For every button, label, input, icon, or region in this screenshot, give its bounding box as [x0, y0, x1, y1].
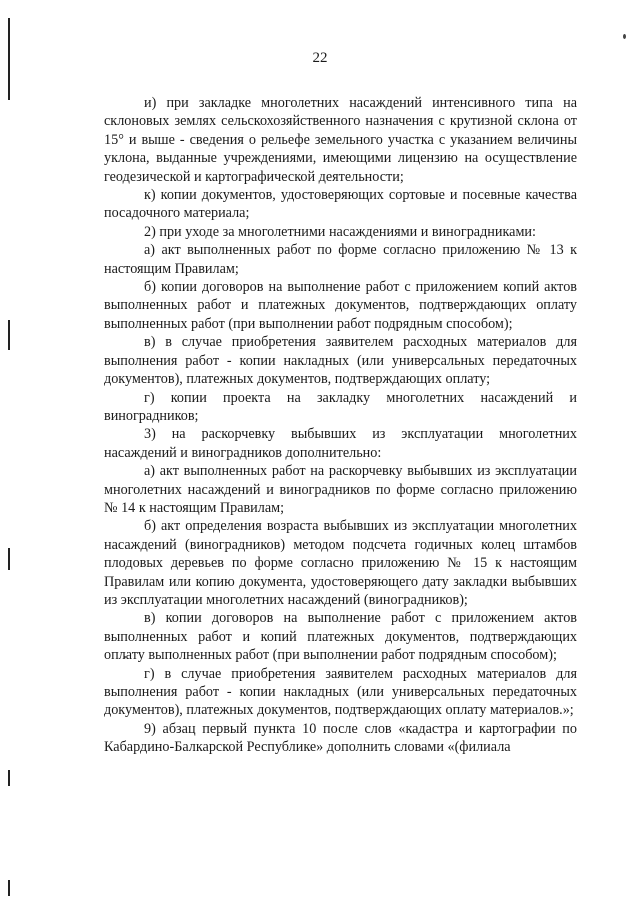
paragraph: г) копии проекта на закладку многолетних насаждений и виноградников; — [104, 389, 577, 424]
paragraph: б) копии договоров на выполнение работ с приложением копий актов выполненных работ и платежных документов, подтверждающих оплату выполненных работ (при выполнении работ подрядным способом); — [104, 279, 577, 332]
paragraph: б) акт определения возраста выбывших из эксплуатации многолетних насаждений (виноградников) методом подсчета годичных колец штамбов плодовых деревьев по форме согласно приложению № 15 к настоящим Правилам или копию документа, удостоверяющего дату закладки выбывших из эксплуатации многолетних насаждений (виноградников); — [104, 518, 577, 608]
paragraph: а) акт выполненных работ на раскорчевку выбывших из эксплуатации многолетних насаждений и виноградников по форме согласно приложению № 14 к настоящим Правилам; — [104, 463, 577, 516]
page-number: 22 — [312, 50, 328, 66]
paragraph: к) копии документов, удостоверяющих сортовые и посевные качества посадочного материала; — [104, 187, 577, 222]
scan-edge-mark — [8, 880, 10, 896]
paragraph: и) при закладке многолетних насаждений интенсивного типа на склоновых землях сельскохозяйственного назначения с крутизной склона от 15° и выше - сведения о рельефе земельного участка с указанием величины уклона, выданные учреждениями, имеющими лицензию на осуществление геодезической и картографической деятельности; — [104, 95, 577, 185]
scan-edge-mark — [8, 320, 10, 350]
paragraph: в) в случае приобретения заявителем расходных материалов для выполнения работ - копии накладных (или универсальных передаточных документов), платежных документов, подтверждающих оплату; — [104, 334, 577, 388]
paragraph: 9) абзац первый пункта 10 после слов «кадастра и картографии по Кабардино-Балкарской Республике» дополнить словами «(филиала — [104, 720, 577, 756]
paragraph: а) акт выполненных работ по форме согласно приложению № 13 к настоящим Правилам; — [104, 242, 577, 277]
scan-edge-mark — [8, 548, 10, 570]
paragraph: 2) при уходе за многолетними насаждениями и виноградниками: — [144, 223, 536, 240]
document-body — [104, 94, 577, 757]
scan-speck — [623, 34, 626, 39]
scan-edge-mark — [8, 770, 10, 786]
paragraph: 3) на раскорчевку выбывших из эксплуатации многолетних насаждений и виноградников дополнительно: — [104, 426, 577, 461]
paragraph: г) в случае приобретения заявителем расходных материалов для выполнения работ - копии накладных (или универсальных передаточных документов), платежных документов, подтверждающих оплату материалов.»; — [104, 665, 577, 719]
paragraph: в) копии договоров на выполнение работ с приложением актов выполненных работ и копий платежных документов, подтверждающих оплату выполненных работ (при выполнении работ подрядным способом); — [104, 610, 577, 664]
